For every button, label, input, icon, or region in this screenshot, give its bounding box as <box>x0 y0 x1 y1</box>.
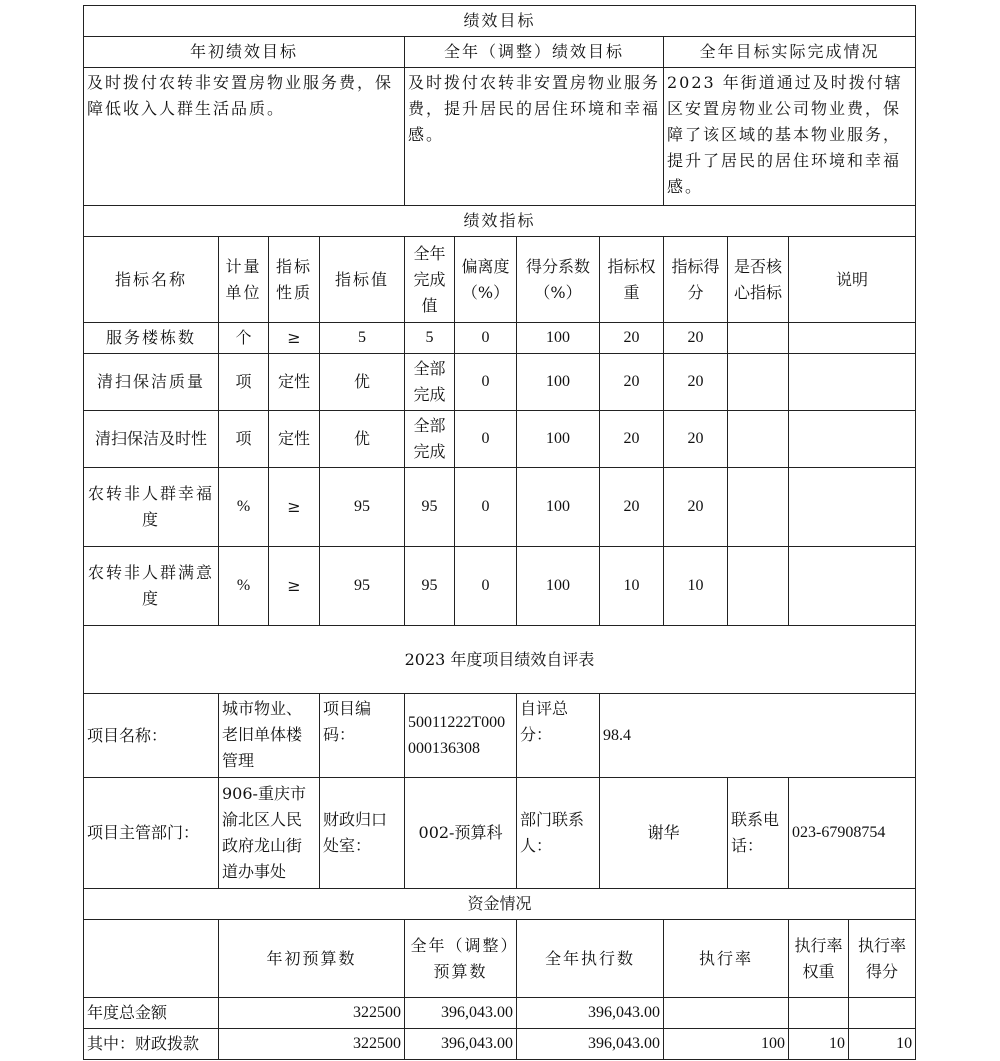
ind-core <box>728 547 789 626</box>
score-value: 98.4 <box>600 694 916 778</box>
indicators-section-title: 绩效指标 <box>84 206 916 237</box>
ind-coef: 100 <box>517 354 600 411</box>
ind-core <box>728 354 789 411</box>
ind-coef: 100 <box>517 547 600 626</box>
dept-label: 项目主管部门： <box>84 778 219 889</box>
ind-target: 优 <box>320 411 405 468</box>
performance-form <box>83 5 915 1060</box>
ind-coef: 100 <box>517 323 600 354</box>
funds-adjusted: 396,043.00 <box>405 998 517 1029</box>
project-code-value: 50011222T000000136308 <box>405 694 517 778</box>
ind-score: 20 <box>664 468 728 547</box>
table-row <box>84 323 916 354</box>
ind-header-name: 指标名称 <box>84 237 219 323</box>
funds-row-label: 年度总金额 <box>84 998 219 1029</box>
ind-deviation: 0 <box>455 547 517 626</box>
ind-note <box>789 411 916 468</box>
funds-executed: 396,043.00 <box>517 998 664 1029</box>
table-row <box>84 411 916 468</box>
funds-rate-score <box>849 998 916 1029</box>
ind-deviation: 0 <box>455 354 517 411</box>
ind-header-coef: 得分系数（%） <box>517 237 600 323</box>
project-name-label: 项目名称： <box>84 694 219 778</box>
ind-score: 20 <box>664 323 728 354</box>
ind-score: 20 <box>664 411 728 468</box>
goals-section-title: 绩效目标 <box>84 6 916 37</box>
ind-core <box>728 411 789 468</box>
goal-header-actual: 全年目标实际完成情况 <box>664 37 916 68</box>
goal-text-initial: 及时拨付农转非安置房物业服务费，保障低收入人群生活品质。 <box>84 68 405 206</box>
ind-weight: 20 <box>600 323 664 354</box>
funds-section-title: 资金情况 <box>84 889 916 920</box>
ind-name: 农转非人群满意度 <box>84 547 219 626</box>
goal-text-adjusted: 及时拨付农转非安置房物业服务费，提升居民的居住环境和幸福感。 <box>405 68 664 206</box>
ind-core <box>728 468 789 547</box>
ind-note <box>789 468 916 547</box>
table-row <box>84 354 916 411</box>
finance-label: 财政归口处室： <box>320 778 405 889</box>
contact-value: 谢华 <box>600 778 728 889</box>
ind-header-score: 指标得分 <box>664 237 728 323</box>
ind-score: 20 <box>664 354 728 411</box>
ind-target: 5 <box>320 323 405 354</box>
funds-initial: 322500 <box>219 998 405 1029</box>
goal-header-adjusted: 全年（调整）绩效目标 <box>405 37 664 68</box>
phone-value: 023-67908754 <box>789 778 916 889</box>
table-row <box>84 468 916 547</box>
ind-note <box>789 323 916 354</box>
ind-header-actual: 全年完成值 <box>405 237 455 323</box>
funds-header-rate-score: 执行率得分 <box>849 920 916 998</box>
phone-label: 联系电话： <box>728 778 789 889</box>
funds-rate-weight: 10 <box>789 1029 849 1060</box>
table-row <box>84 998 916 1029</box>
funds-executed: 396,043.00 <box>517 1029 664 1060</box>
ind-header-target: 指标值 <box>320 237 405 323</box>
ind-weight: 10 <box>600 547 664 626</box>
ind-score: 10 <box>664 547 728 626</box>
ind-unit: % <box>219 468 269 547</box>
goal-header-initial: 年初绩效目标 <box>84 37 405 68</box>
ind-target: 优 <box>320 354 405 411</box>
ind-header-nature: 指标性质 <box>269 237 320 323</box>
contact-label: 部门联系人： <box>517 778 600 889</box>
ind-header-weight: 指标权重 <box>600 237 664 323</box>
ind-name: 服务楼栋数 <box>84 323 219 354</box>
ind-actual: 95 <box>405 547 455 626</box>
ind-note <box>789 547 916 626</box>
ind-nature: ≥ <box>269 323 320 354</box>
ind-coef: 100 <box>517 468 600 547</box>
ind-header-unit: 计量单位 <box>219 237 269 323</box>
funds-header-blank <box>84 920 219 998</box>
ind-nature: ≥ <box>269 547 320 626</box>
ind-deviation: 0 <box>455 468 517 547</box>
ind-target: 95 <box>320 468 405 547</box>
ind-header-note: 说明 <box>789 237 916 323</box>
funds-initial: 322500 <box>219 1029 405 1060</box>
funds-row-label: 其中：财政拨款 <box>84 1029 219 1060</box>
dept-row <box>84 778 916 889</box>
evaluation-title: 2023 年度项目绩效自评表 <box>84 626 916 694</box>
table-row <box>84 547 916 626</box>
ind-name: 清扫保洁及时性 <box>84 411 219 468</box>
ind-actual: 全部完成 <box>405 354 455 411</box>
finance-value: 002-预算科 <box>405 778 517 889</box>
ind-unit: % <box>219 547 269 626</box>
score-label: 自评总分： <box>517 694 600 778</box>
funds-header-rate-weight: 执行率权重 <box>789 920 849 998</box>
project-name-value: 城市物业、老旧单体楼管理 <box>219 694 320 778</box>
ind-actual: 全部完成 <box>405 411 455 468</box>
ind-note <box>789 354 916 411</box>
ind-actual: 95 <box>405 468 455 547</box>
funds-header-executed: 全年执行数 <box>517 920 664 998</box>
ind-name: 农转非人群幸福度 <box>84 468 219 547</box>
project-code-label: 项目编码： <box>320 694 405 778</box>
funds-rate: 100 <box>664 1029 789 1060</box>
ind-unit: 项 <box>219 411 269 468</box>
funds-rate <box>664 998 789 1029</box>
goal-text-actual: 2023 年街道通过及时拨付辖区安置房物业公司物业费，保障了该区域的基本物业服务，提升了居民的居住环境和幸福感。 <box>664 68 916 206</box>
table-row <box>84 1029 916 1060</box>
ind-actual: 5 <box>405 323 455 354</box>
ind-weight: 20 <box>600 354 664 411</box>
ind-nature: ≥ <box>269 468 320 547</box>
funds-rate-score: 10 <box>849 1029 916 1060</box>
performance-table <box>83 5 916 1060</box>
funds-header-initial: 年初预算数 <box>219 920 405 998</box>
ind-name: 清扫保洁质量 <box>84 354 219 411</box>
ind-nature: 定性 <box>269 354 320 411</box>
ind-header-core: 是否核心指标 <box>728 237 789 323</box>
funds-header-rate: 执行率 <box>664 920 789 998</box>
ind-header-deviation: 偏离度（%） <box>455 237 517 323</box>
ind-deviation: 0 <box>455 411 517 468</box>
project-row <box>84 694 916 778</box>
ind-weight: 20 <box>600 468 664 547</box>
ind-core <box>728 323 789 354</box>
dept-value: 906-重庆市渝北区人民政府龙山街道办事处 <box>219 778 320 889</box>
ind-weight: 20 <box>600 411 664 468</box>
ind-unit: 项 <box>219 354 269 411</box>
funds-adjusted: 396,043.00 <box>405 1029 517 1060</box>
ind-coef: 100 <box>517 411 600 468</box>
ind-deviation: 0 <box>455 323 517 354</box>
funds-rate-weight <box>789 998 849 1029</box>
ind-nature: 定性 <box>269 411 320 468</box>
ind-unit: 个 <box>219 323 269 354</box>
ind-target: 95 <box>320 547 405 626</box>
funds-header-adjusted: 全年（调整）预算数 <box>405 920 517 998</box>
